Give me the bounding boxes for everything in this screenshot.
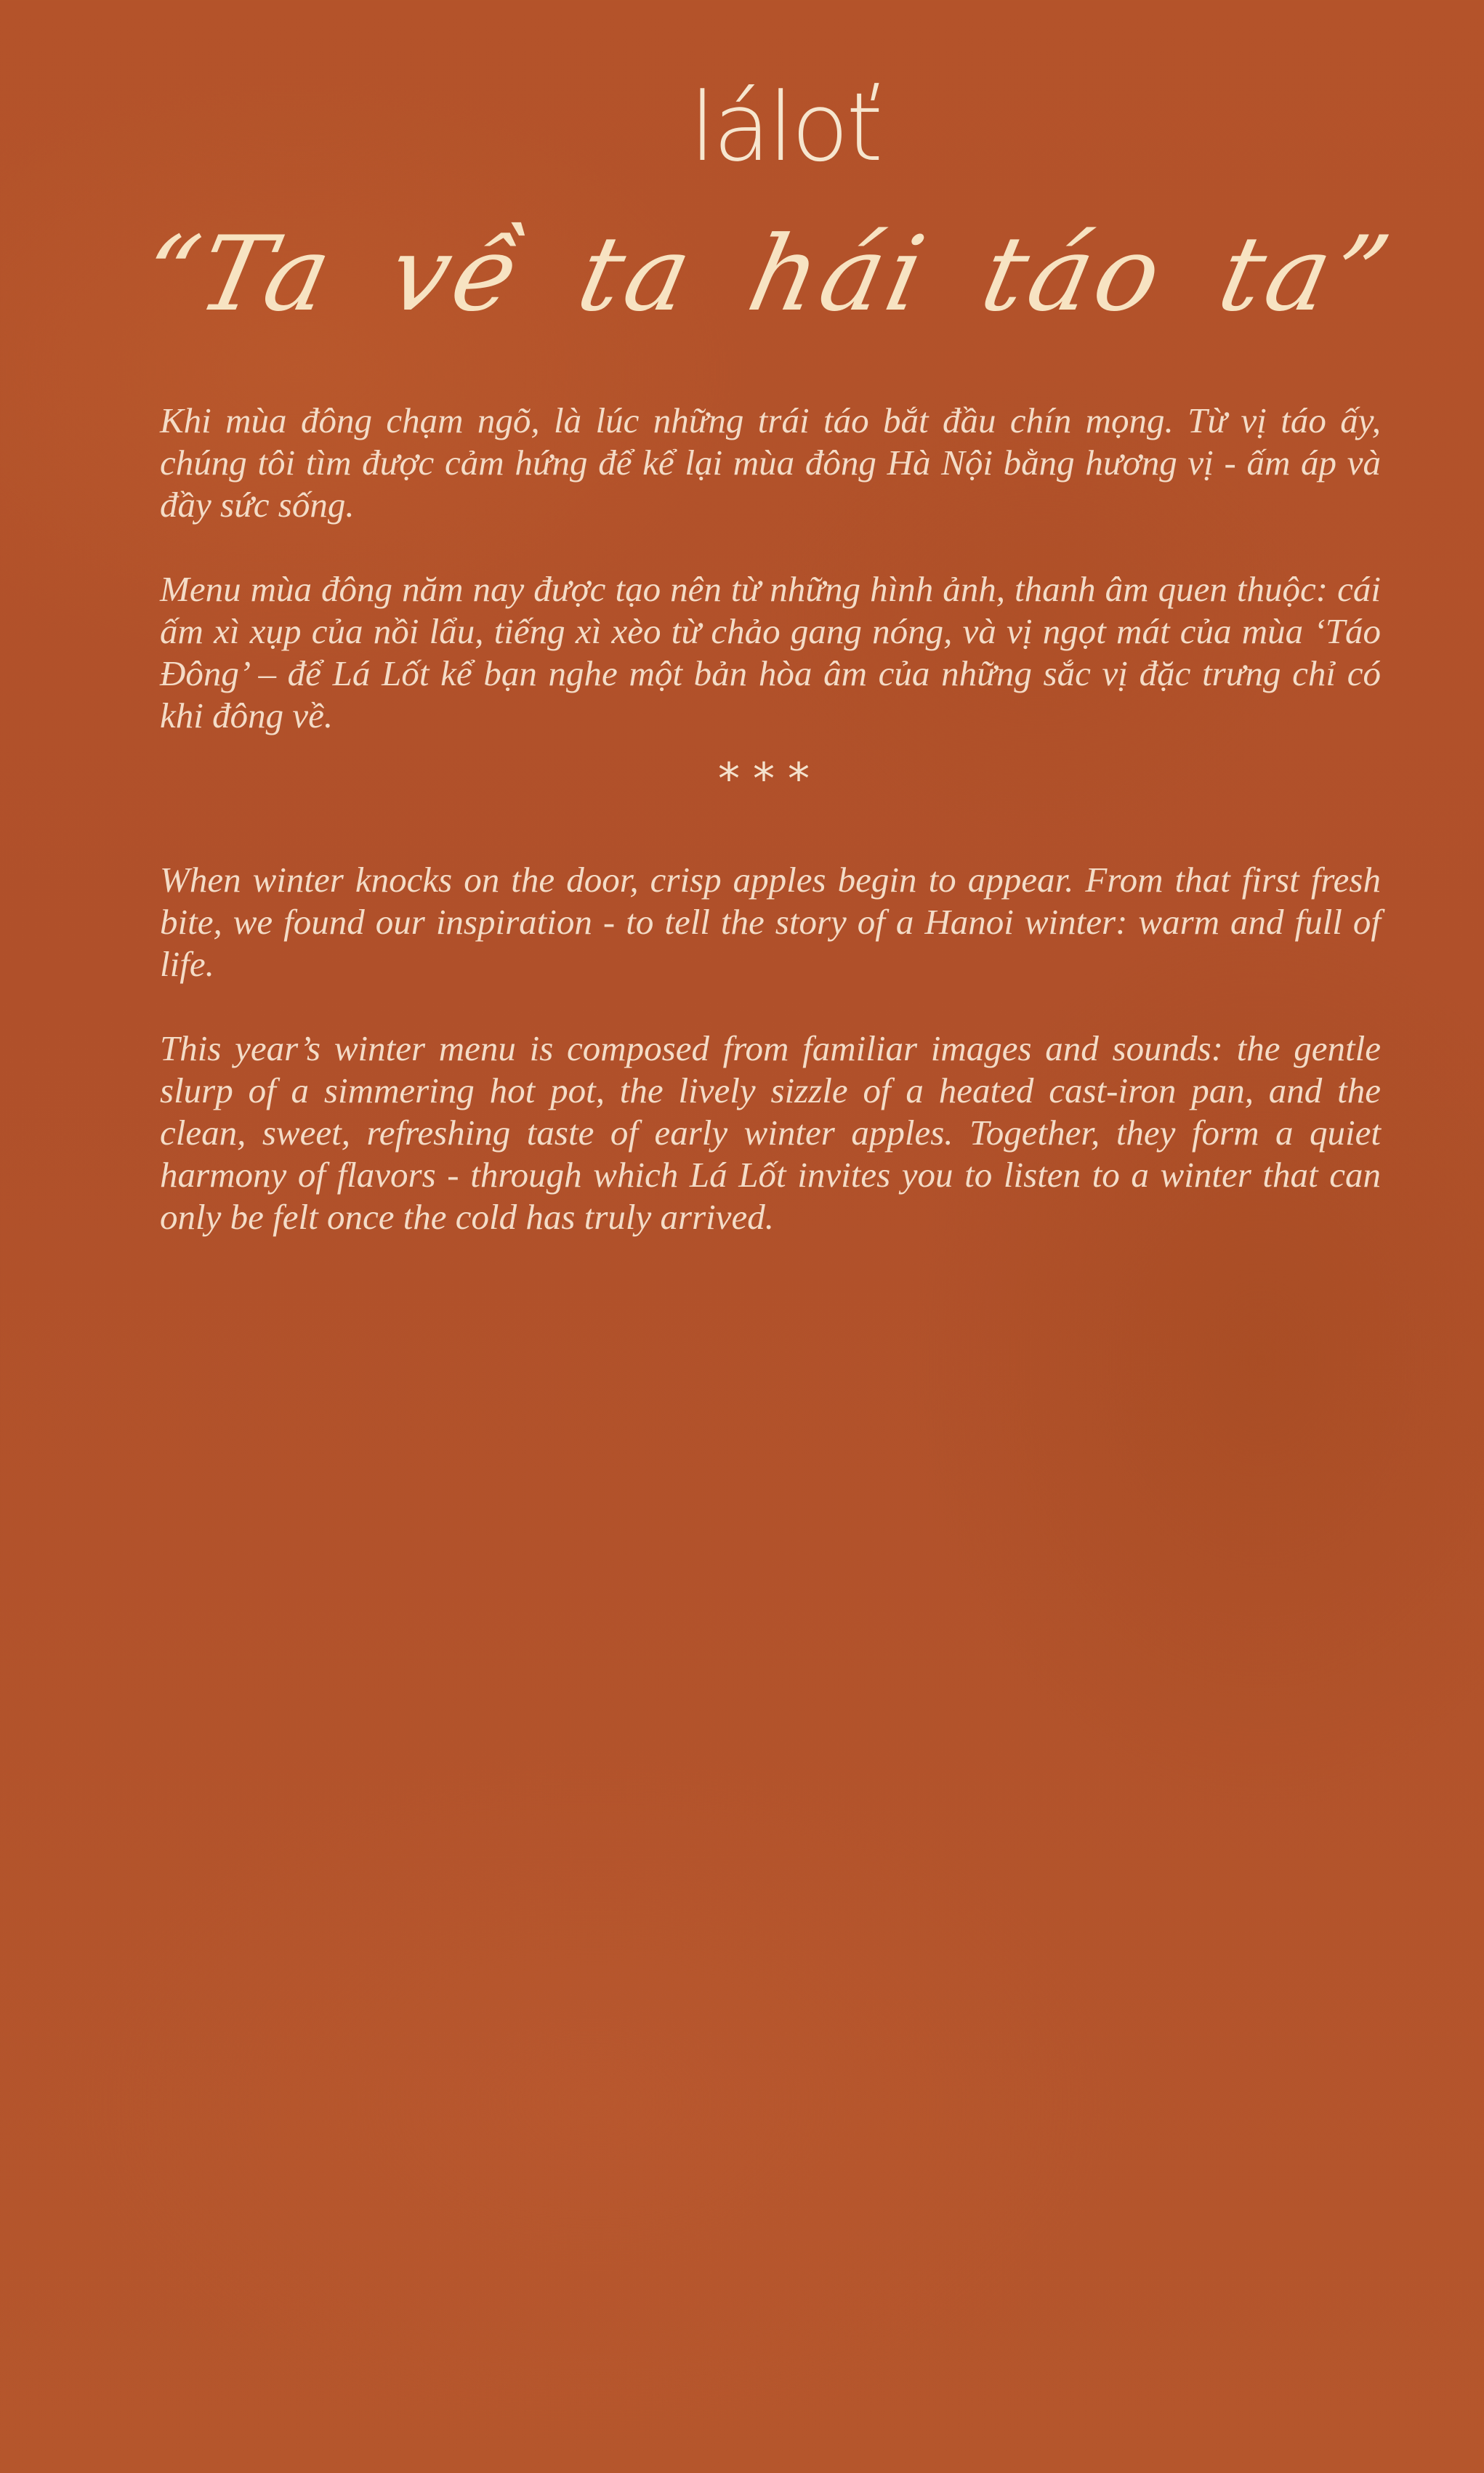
brand-logo: láloť <box>689 72 881 182</box>
english-paragraph-2: This year’s winter menu is composed from familiar images and sounds: the gentle slurp of a simmering hot pot, the lively sizzle of a heated cast-iron pan, and the clean, sweet, refreshing taste of early winter apples. Together, they form a quiet harmony of flavors - through which Lá Lốt invites you to listen to a winter that can only be felt once the cold has truly arrived. <box>160 1028 1381 1237</box>
vietnamese-paragraph-2: Menu mùa đông năm nay được tạo nên từ những hình ảnh, thanh âm quen thuộc: cái ấm xì xụp của nồi lẩu, tiếng xì xèo từ chảo gang nóng, và vị ngọt mát của mùa ‘Táo Đông’ – để Lá Lốt kể bạn nghe một bản hòa âm của những sắc vị đặc trưng chỉ có khi đông về. <box>160 569 1381 735</box>
intro-text <box>160 400 1381 1280</box>
section-divider: *** <box>718 754 823 804</box>
vietnamese-paragraph-1: Khi mùa đông chạm ngõ, là lúc những trái táo bắt đầu chín mọng. Từ vị táo ấy, chúng tôi tìm được cảm hứng để kể lại mùa đông Hà Nội bằng hương vị - ấm áp và đầy sức sống. <box>160 400 1381 525</box>
page-title: “Ta về ta hái táo ta” <box>131 214 1404 334</box>
english-paragraph-1: When winter knocks on the door, crisp apples begin to appear. From that first fresh bite, we found our inspiration - to tell the story of a Hanoi winter: warm and full of life. <box>160 860 1381 984</box>
